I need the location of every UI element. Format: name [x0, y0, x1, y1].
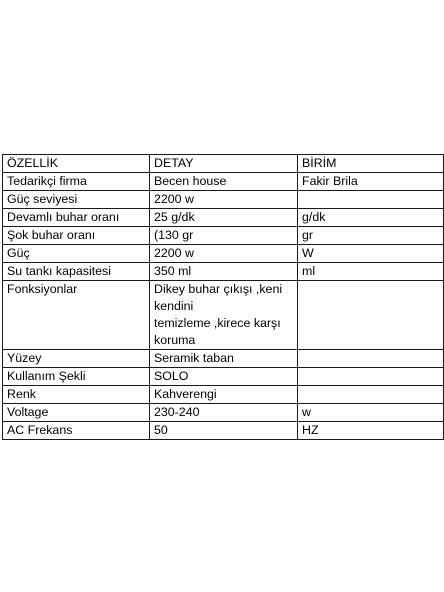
cell-feature: Renk: [3, 386, 150, 404]
spec-table: [2, 154, 444, 440]
cell-feature: AC Frekans: [3, 422, 150, 440]
table-row: [3, 386, 444, 404]
cell-detail: 350 ml: [150, 263, 298, 281]
table-row: [3, 368, 444, 386]
cell-detail: 2200 w: [150, 245, 298, 263]
cell-detail: 50: [150, 422, 298, 440]
cell-detail-line: kendini: [154, 299, 194, 313]
cell-detail: Kahverengi: [150, 386, 298, 404]
table-row: [3, 263, 444, 281]
cell-detail: 25 g/dk: [150, 209, 298, 227]
table-row: [3, 350, 444, 368]
cell-feature: Su tankı kapasitesi: [3, 263, 150, 281]
header-cell-detail: DETAY: [150, 155, 298, 173]
cell-detail: (130 gr: [150, 227, 298, 245]
cell-feature: Güç: [3, 245, 150, 263]
cell-detail-line: Dikey buhar çıkışı ,keni: [154, 282, 283, 296]
cell-unit: W: [298, 245, 444, 263]
cell-unit: [298, 350, 444, 368]
table-row: [3, 281, 444, 350]
cell-unit: [298, 386, 444, 404]
cell-feature: Devamlı buhar oranı: [3, 209, 150, 227]
table-row: [3, 422, 444, 440]
cell-unit: HZ: [298, 422, 444, 440]
table-row: [3, 191, 444, 209]
cell-feature: Şok buhar oranı: [3, 227, 150, 245]
cell-feature: Fonksiyonlar: [3, 281, 150, 350]
cell-detail: Becen house: [150, 173, 298, 191]
cell-detail: SOLO: [150, 368, 298, 386]
cell-unit: gr: [298, 227, 444, 245]
cell-unit: [298, 191, 444, 209]
cell-detail-functions: [150, 281, 298, 350]
cell-unit: ml: [298, 263, 444, 281]
cell-detail: 230-240: [150, 404, 298, 422]
table-header-row: [3, 155, 444, 173]
header-cell-unit: BİRİM: [298, 155, 444, 173]
cell-detail: 2200 w: [150, 191, 298, 209]
cell-feature: Yüzey: [3, 350, 150, 368]
cell-unit: [298, 281, 444, 350]
table-row: [3, 227, 444, 245]
table-row: [3, 209, 444, 227]
table-row: [3, 173, 444, 191]
header-cell-feature: ÖZELLİK: [3, 155, 150, 173]
cell-feature: Voltage: [3, 404, 150, 422]
cell-detail-line: temizleme ,kirece karşı: [154, 316, 281, 330]
table-row: [3, 245, 444, 263]
cell-unit: g/dk: [298, 209, 444, 227]
cell-detail: Seramik taban: [150, 350, 298, 368]
cell-detail-line: koruma: [154, 333, 196, 347]
cell-feature: Güç seviyesi: [3, 191, 150, 209]
cell-unit: [298, 368, 444, 386]
table-row: [3, 404, 444, 422]
cell-feature: Tedarikçi firma: [3, 173, 150, 191]
cell-feature: Kullanım Şekli: [3, 368, 150, 386]
cell-unit: w: [298, 404, 444, 422]
cell-unit: Fakir Brila: [298, 173, 444, 191]
